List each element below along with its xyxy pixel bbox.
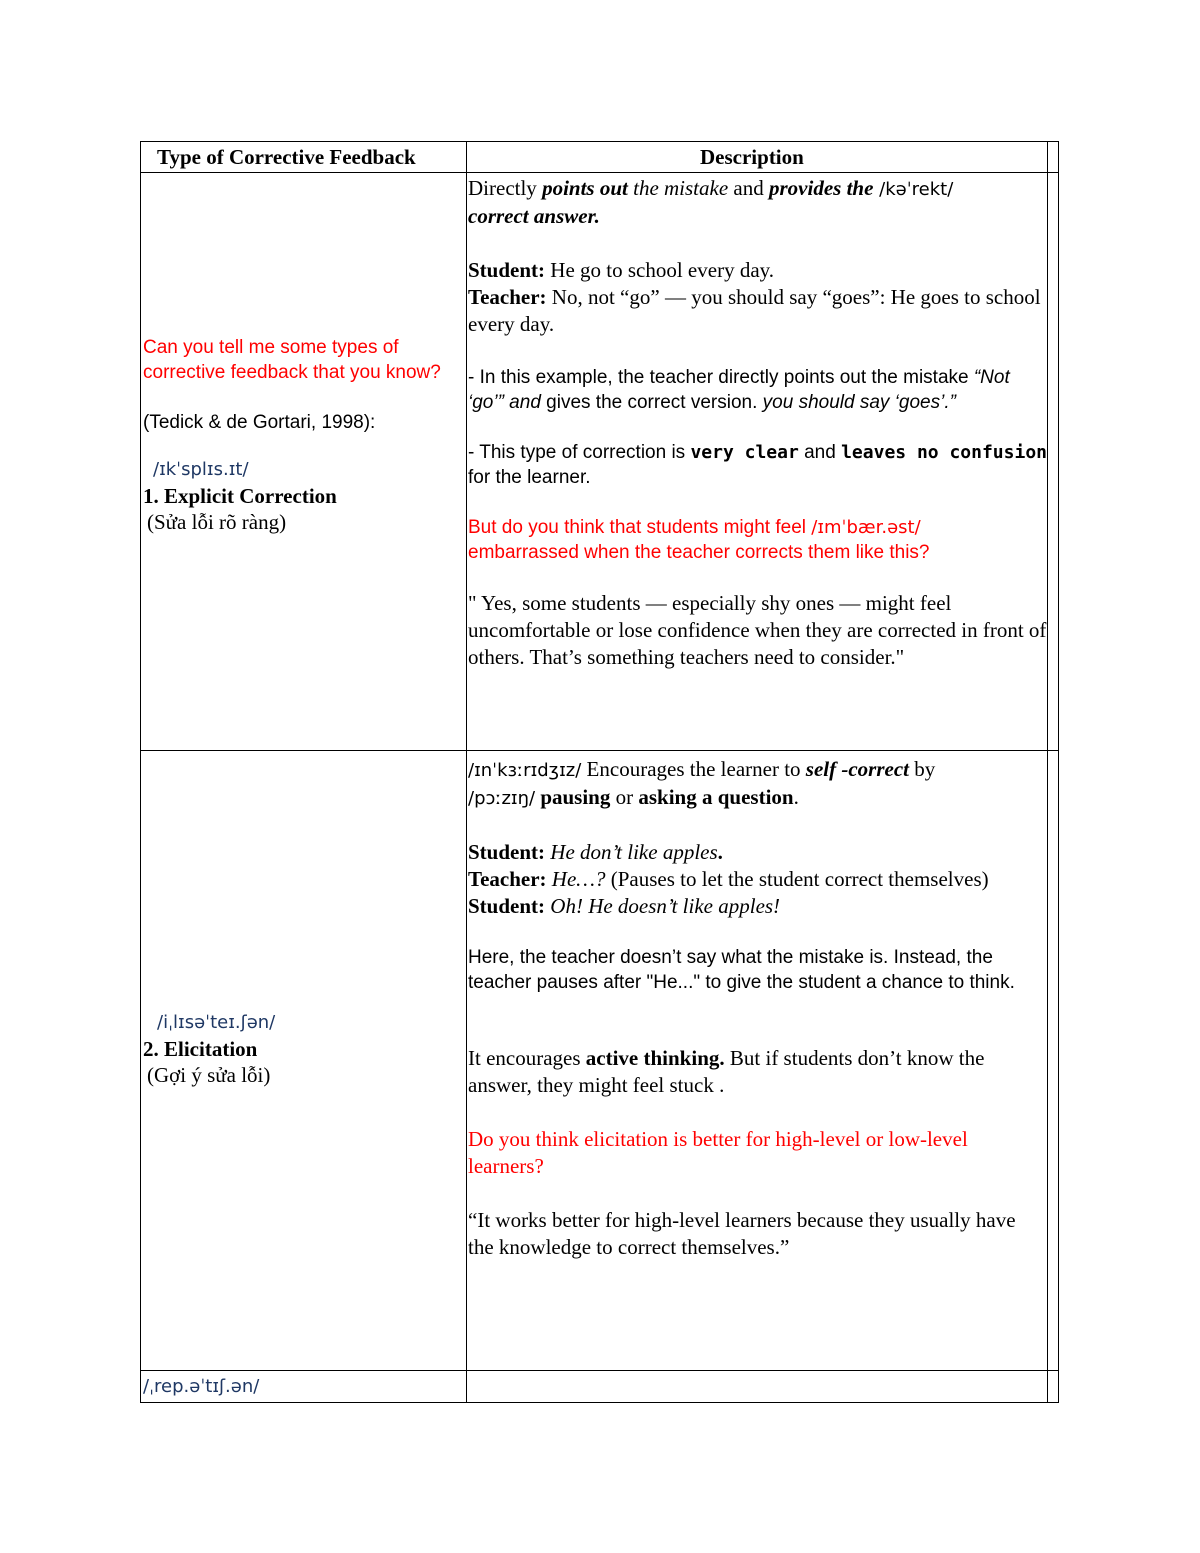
explanation-part: for the learner. bbox=[468, 467, 591, 488]
column-divider bbox=[466, 141, 467, 1403]
explicit-definition bbox=[468, 175, 1048, 230]
student-text: Oh! He doesn’t like apples! bbox=[545, 894, 781, 918]
table-border-top bbox=[140, 141, 1059, 142]
explanation-part: - In this example, the teacher directly points out the mistake bbox=[468, 367, 974, 388]
student-label: Student: bbox=[468, 840, 546, 864]
phonetic-embarrassed: /ɪmˈbær.əst/ bbox=[811, 517, 921, 538]
header-description: Description bbox=[700, 145, 804, 169]
definition-emphasis: correct answer. bbox=[468, 204, 600, 228]
explanation-emphasis: very clear bbox=[690, 442, 799, 463]
definition-part: or bbox=[610, 785, 639, 809]
explanation-part: you should say ‘goes’.” bbox=[762, 392, 956, 413]
explicit-correction-title: 1. Explicit Correction bbox=[143, 484, 337, 508]
table-border-bottom bbox=[140, 1402, 1059, 1403]
table-border-right bbox=[1058, 141, 1059, 1403]
elicitation-answer: “It works better for high-level learners because they usually have the knowledge to correct themselves.” bbox=[468, 1208, 1016, 1259]
explanation-2 bbox=[468, 440, 1048, 490]
definition-part: the mistake bbox=[627, 176, 729, 200]
phonetic-repetition: /ˌrep.əˈtɪʃ.ən/ bbox=[143, 1376, 260, 1397]
elicitation-question: Do you think elicitation is better for high-level or low-level learners? bbox=[468, 1127, 968, 1178]
elicitation-translation: (Gợi ý sửa lỗi) bbox=[147, 1063, 271, 1087]
question-part: But do you think that students might feel bbox=[468, 517, 812, 538]
elicitation-definition bbox=[468, 756, 1043, 812]
definition-emphasis: pausing bbox=[535, 785, 611, 809]
definition-emphasis: asking a question bbox=[638, 785, 794, 809]
student-line bbox=[468, 839, 1043, 866]
thinking-part: But if students don’t know the answer, they might feel stuck . bbox=[468, 1046, 985, 1097]
elicitation-explanation: Here, the teacher doesn’t say what the mistake is. Instead, the teacher pauses after "He..." to give the student a chance to think. bbox=[468, 947, 1015, 993]
explanation-1 bbox=[468, 365, 1048, 415]
student-label: Student: bbox=[468, 258, 546, 282]
row1-right-cell bbox=[468, 175, 1048, 671]
teacher-text: No, not “go” — you should say “goes”: He goes to school every day. bbox=[468, 285, 1041, 336]
explanation-part: “Not ‘go’” and bbox=[468, 367, 1010, 413]
elicitation-title: 2. Elicitation bbox=[143, 1037, 258, 1061]
row2-divider bbox=[140, 1370, 1059, 1371]
row2-left-cell bbox=[143, 1010, 461, 1088]
thinking-emphasis: active thinking. bbox=[585, 1046, 725, 1070]
citation: (Tedick & de Gortari, 1998): bbox=[143, 412, 376, 433]
embarrassed-question bbox=[468, 515, 1048, 565]
student-text: He go to school every day. bbox=[545, 258, 775, 282]
teacher-label: Teacher: bbox=[468, 285, 547, 309]
thinking-part: It encourages bbox=[468, 1046, 586, 1070]
phonetic-encourages: /ɪnˈkɜːrɪdʒɪz/ bbox=[468, 760, 582, 781]
teacher-text: He…? bbox=[546, 867, 606, 891]
student-line-2 bbox=[468, 893, 1043, 920]
active-thinking bbox=[468, 1045, 1043, 1099]
student-text: He don’t like apples bbox=[545, 840, 718, 864]
definition-emphasis: provides the bbox=[769, 176, 874, 200]
explanation-emphasis: leaves no confusion bbox=[841, 442, 1047, 463]
definition-part: . bbox=[793, 785, 799, 809]
phonetic-explicit: /ɪkˈsplɪs.ɪt/ bbox=[153, 459, 249, 480]
definition-part: by bbox=[909, 757, 936, 781]
header-type: Type of Corrective Feedback bbox=[157, 145, 416, 169]
phonetic-elicitation: /iˌlɪsəˈteɪ.ʃən/ bbox=[157, 1012, 276, 1033]
explanation-part: - This type of correction is bbox=[468, 442, 691, 463]
row1-left-cell bbox=[143, 335, 461, 535]
phonetic-correct: /kəˈrekt/ bbox=[873, 179, 954, 200]
embarrassed-answer: " Yes, some students — especially shy ones — might feel uncomfortable or lose confidence when they are corrected in front of others. That’s something teachers need to consider." bbox=[468, 591, 1047, 669]
teacher-line bbox=[468, 866, 1043, 893]
intro-question: Can you tell me some types of corrective feedback that you know? bbox=[143, 337, 441, 383]
teacher-line bbox=[468, 284, 1048, 338]
student-label: Student: bbox=[468, 894, 546, 918]
explanation-part: and bbox=[798, 442, 842, 463]
row1-divider bbox=[140, 750, 1059, 751]
definition-emphasis: self -correct bbox=[805, 757, 909, 781]
definition-part: Encourages the learner to bbox=[581, 757, 806, 781]
explicit-correction-translation: (Sửa lỗi rõ ràng) bbox=[147, 510, 287, 534]
definition-part: and bbox=[728, 176, 769, 200]
header-divider bbox=[140, 172, 1059, 173]
student-text-end: . bbox=[717, 840, 723, 864]
question-part: embarrassed when the teacher corrects them like this? bbox=[468, 542, 930, 563]
row3-left-cell bbox=[143, 1374, 461, 1400]
teacher-label: Teacher: bbox=[468, 867, 547, 891]
phonetic-pausing: /pɔːzɪŋ/ bbox=[468, 788, 536, 809]
table-border-left bbox=[140, 141, 141, 1403]
definition-emphasis: points out bbox=[542, 176, 628, 200]
teacher-note: (Pauses to let the student correct themselves) bbox=[605, 867, 989, 891]
definition-part: Directly bbox=[468, 176, 543, 200]
explanation-part: gives the correct version. bbox=[540, 392, 763, 413]
row2-right-cell bbox=[468, 756, 1043, 1261]
student-line bbox=[468, 257, 1048, 284]
